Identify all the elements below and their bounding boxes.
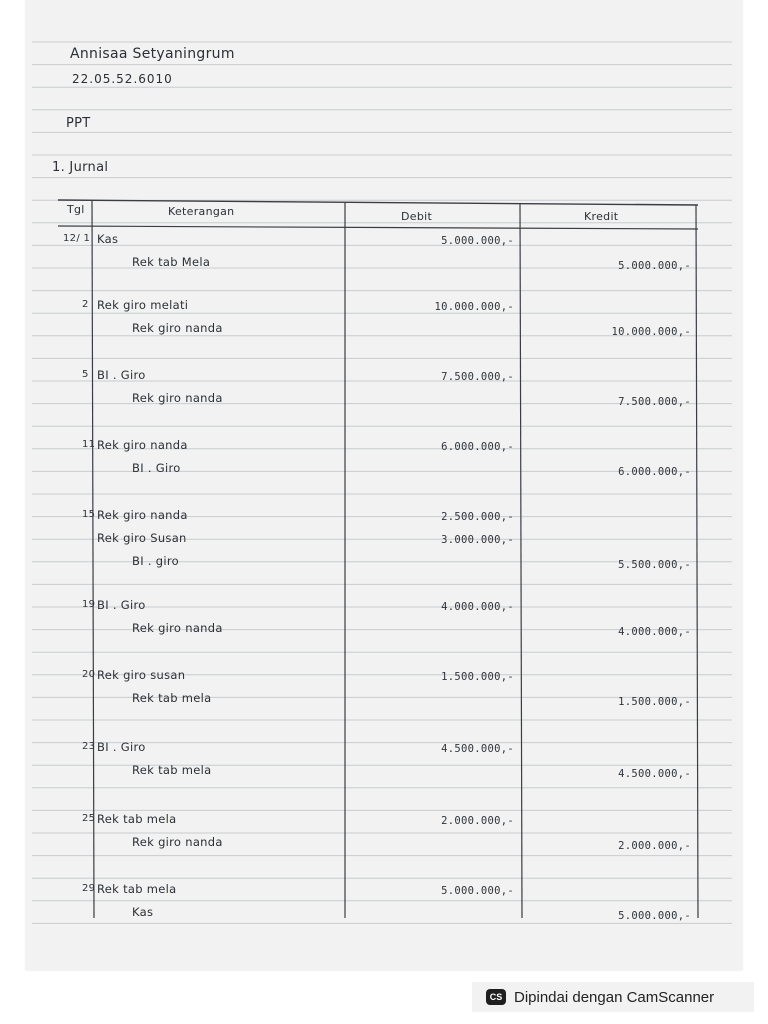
entry-debit-amount: 3.000.000,-	[441, 534, 514, 546]
entry-credit-amount: 6.000.000,-	[618, 466, 691, 478]
entry-debit-amount: 4.000.000,-	[441, 601, 514, 613]
entry-debit-amount: 1.500.000,-	[441, 671, 514, 683]
entry-debit-amount: 2.000.000,-	[441, 815, 514, 827]
entry-description: Rek giro nanda	[97, 438, 188, 452]
entry-description: BI . Giro	[97, 598, 146, 612]
entry-description: Rek giro nanda	[132, 621, 223, 635]
entry-description: Kas	[97, 232, 119, 246]
entry-date: 19	[82, 599, 96, 610]
entry-description: BI . Giro	[97, 368, 146, 382]
entry-credit-amount: 4.500.000,-	[618, 768, 691, 780]
entry-date: 11	[82, 439, 96, 450]
entry-credit-amount: 7.500.000,-	[618, 396, 691, 408]
col-header-description: Keterangan	[168, 205, 235, 218]
course-label: PPT	[66, 116, 91, 131]
entry-description: Rek tab mela	[97, 882, 177, 896]
entry-debit-amount: 4.500.000,-	[441, 743, 514, 755]
col-header-credit: Kredit	[584, 210, 619, 223]
entry-description: Rek giro nanda	[97, 508, 188, 522]
student-id: 22.05.52.6010	[72, 72, 173, 86]
student-name: Annisaa Setyaningrum	[70, 46, 235, 62]
entry-date: 12/ 1	[63, 233, 91, 244]
entry-description: Rek tab mela	[132, 763, 212, 777]
entry-description: Rek tab Mela	[132, 255, 211, 269]
entry-description: Rek giro melati	[97, 298, 189, 312]
entry-description: BI . Giro	[97, 740, 146, 754]
entry-credit-amount: 1.500.000,-	[618, 696, 691, 708]
entry-description: Rek giro Susan	[97, 531, 187, 545]
entry-debit-amount: 5.000.000,-	[441, 235, 514, 247]
entry-credit-amount: 5.500.000,-	[618, 559, 691, 571]
entry-credit-amount: 2.000.000,-	[618, 840, 691, 852]
entry-description: Rek giro susan	[97, 668, 186, 682]
entry-debit-amount: 2.500.000,-	[441, 511, 514, 523]
entry-description: Rek giro nanda	[132, 391, 223, 405]
entry-date: 25	[82, 813, 96, 824]
entry-date: 20	[82, 669, 96, 680]
entry-debit-amount: 7.500.000,-	[441, 371, 514, 383]
entry-debit-amount: 6.000.000,-	[441, 441, 514, 453]
camscanner-logo-icon: CS	[486, 989, 506, 1005]
entry-debit-amount: 5.000.000,-	[441, 885, 514, 897]
entry-credit-amount: 5.000.000,-	[618, 910, 691, 922]
section-title: 1. Jurnal	[52, 160, 109, 175]
col-header-debit: Debit	[401, 210, 433, 223]
entry-date: 29	[82, 883, 96, 894]
entry-description: Kas	[132, 905, 154, 919]
entry-credit-amount: 10.000.000,-	[611, 326, 691, 338]
col-header-date: Tgl	[67, 203, 85, 216]
camscanner-watermark	[472, 982, 754, 1012]
entry-description: BI . Giro	[132, 461, 181, 475]
entry-description: BI . giro	[132, 554, 179, 568]
entry-date: 5	[82, 369, 89, 380]
entry-description: Rek tab mela	[97, 812, 177, 826]
entry-description: Rek giro nanda	[132, 321, 223, 335]
entry-credit-amount: 4.000.000,-	[618, 626, 691, 638]
camscanner-text: Dipindai dengan CamScanner	[514, 988, 715, 1006]
entry-description: Rek tab mela	[132, 691, 212, 705]
notebook-page	[26, 0, 742, 970]
entry-description: Rek giro nanda	[132, 835, 223, 849]
entry-credit-amount: 5.000.000,-	[618, 260, 691, 272]
entry-date: 23	[82, 741, 96, 752]
entry-debit-amount: 10.000.000,-	[434, 301, 514, 313]
entry-date: 2	[82, 299, 89, 310]
entry-date: 15	[82, 509, 96, 520]
